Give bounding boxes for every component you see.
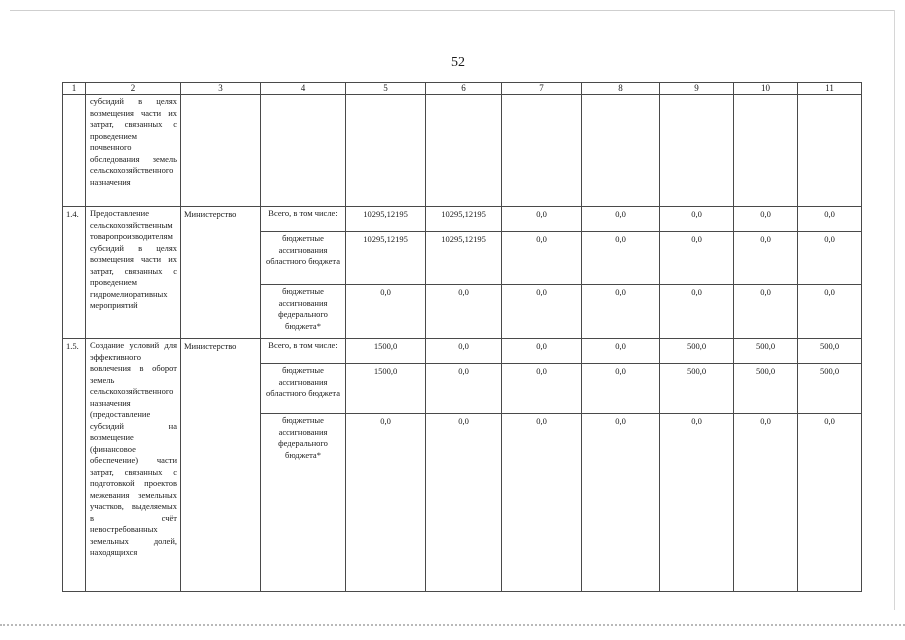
item-number: 1.4. — [63, 207, 86, 339]
value-cell: 0,0 — [426, 364, 502, 414]
value-cell: 0,0 — [660, 414, 734, 592]
value-cell: 0,0 — [734, 414, 798, 592]
header-cell: 10 — [734, 83, 798, 95]
value-cell: 500,0 — [798, 364, 862, 414]
value-cell — [502, 95, 582, 207]
value-cell: 0,0 — [502, 414, 582, 592]
item-description: Предоставление сельскохозяйственным товаропроизводителям субсидий в целях возмещения части их затрат, связанных с проведением гидромелиоративных мероприятий — [86, 207, 181, 339]
header-cell: 3 — [181, 83, 261, 95]
table-header-row — [63, 83, 862, 95]
value-cell: 0,0 — [798, 232, 862, 285]
scan-noise-line — [0, 624, 905, 626]
funding-source-label: бюджетные ассигнования областного бюджета — [261, 232, 346, 285]
value-cell: 0,0 — [798, 414, 862, 592]
item-number-cell — [63, 95, 86, 207]
header-cell: 2 — [86, 83, 181, 95]
value-cell: 0,0 — [346, 414, 426, 592]
funding-source-label: Всего, в том числе: — [261, 207, 346, 232]
value-cell: 0,0 — [502, 364, 582, 414]
value-cell: 0,0 — [582, 232, 660, 285]
value-cell: 0,0 — [660, 232, 734, 285]
value-cell: 500,0 — [660, 364, 734, 414]
value-cell: 0,0 — [734, 232, 798, 285]
value-cell: 0,0 — [798, 207, 862, 232]
value-cell — [734, 95, 798, 207]
funding-source-label: бюджетные ассигнования федерального бюджета* — [261, 285, 346, 339]
value-cell: 10295,12195 — [426, 232, 502, 285]
value-cell — [798, 95, 862, 207]
funding-source-label: Всего, в том числе: — [261, 339, 346, 364]
item-description: субсидий в целях возмещения части их затрат, связанных с проведением почвенного обследования земель сельскохозяйственного назначения — [86, 95, 181, 207]
header-cell: 8 — [582, 83, 660, 95]
funding-source-label: бюджетные ассигнования федерального бюджета* — [261, 414, 346, 592]
value-cell: 1500,0 — [346, 339, 426, 364]
value-cell: 0,0 — [346, 285, 426, 339]
value-cell: 0,0 — [582, 414, 660, 592]
table-row — [63, 95, 862, 207]
value-cell: 0,0 — [582, 207, 660, 232]
item-description: Создание условий для эффективного вовлечения в оборот земель сельскохозяйственного назначения (предоставление субсидий на возмещение (финансовое обеспечение) части затрат, связанных с подготовкой проектов межевания земельных участков, выделяемых в счёт невостребованных земельных долей, находящихся — [86, 339, 181, 592]
table-row — [63, 339, 862, 364]
executor-cell — [181, 95, 261, 207]
value-cell: 0,0 — [426, 339, 502, 364]
value-cell: 500,0 — [734, 339, 798, 364]
value-cell: 0,0 — [734, 285, 798, 339]
value-cell: 500,0 — [734, 364, 798, 414]
header-cell: 1 — [63, 83, 86, 95]
value-cell: 10295,12195 — [346, 207, 426, 232]
scan-edge-top — [10, 10, 895, 11]
value-cell — [426, 95, 502, 207]
value-cell — [346, 95, 426, 207]
value-cell: 0,0 — [426, 285, 502, 339]
value-cell — [660, 95, 734, 207]
table-row — [63, 207, 862, 232]
header-cell: 9 — [660, 83, 734, 95]
header-cell: 4 — [261, 83, 346, 95]
value-cell: 0,0 — [582, 364, 660, 414]
value-cell: 10295,12195 — [426, 207, 502, 232]
header-cell: 11 — [798, 83, 862, 95]
value-cell: 0,0 — [660, 207, 734, 232]
value-cell: 0,0 — [798, 285, 862, 339]
item-executor: Министерство — [181, 207, 261, 339]
value-cell: 0,0 — [502, 285, 582, 339]
value-cell: 0,0 — [582, 339, 660, 364]
page-number: 52 — [451, 55, 465, 70]
header-cell: 7 — [502, 83, 582, 95]
value-cell: 0,0 — [426, 414, 502, 592]
value-cell: 1500,0 — [346, 364, 426, 414]
value-cell: 500,0 — [660, 339, 734, 364]
value-cell: 0,0 — [502, 339, 582, 364]
value-cell — [582, 95, 660, 207]
header-cell: 6 — [426, 83, 502, 95]
value-cell: 0,0 — [582, 285, 660, 339]
funding-source-label: бюджетные ассигнования областного бюджета — [261, 364, 346, 414]
header-cell: 5 — [346, 83, 426, 95]
value-cell: 0,0 — [502, 232, 582, 285]
value-cell: 500,0 — [798, 339, 862, 364]
value-cell: 0,0 — [734, 207, 798, 232]
value-cell: 0,0 — [660, 285, 734, 339]
item-number: 1.5. — [63, 339, 86, 592]
source-cell — [261, 95, 346, 207]
item-executor: Министерство — [181, 339, 261, 592]
value-cell: 10295,12195 — [346, 232, 426, 285]
scan-edge-right — [894, 10, 895, 610]
program-table — [62, 82, 862, 592]
value-cell: 0,0 — [502, 207, 582, 232]
